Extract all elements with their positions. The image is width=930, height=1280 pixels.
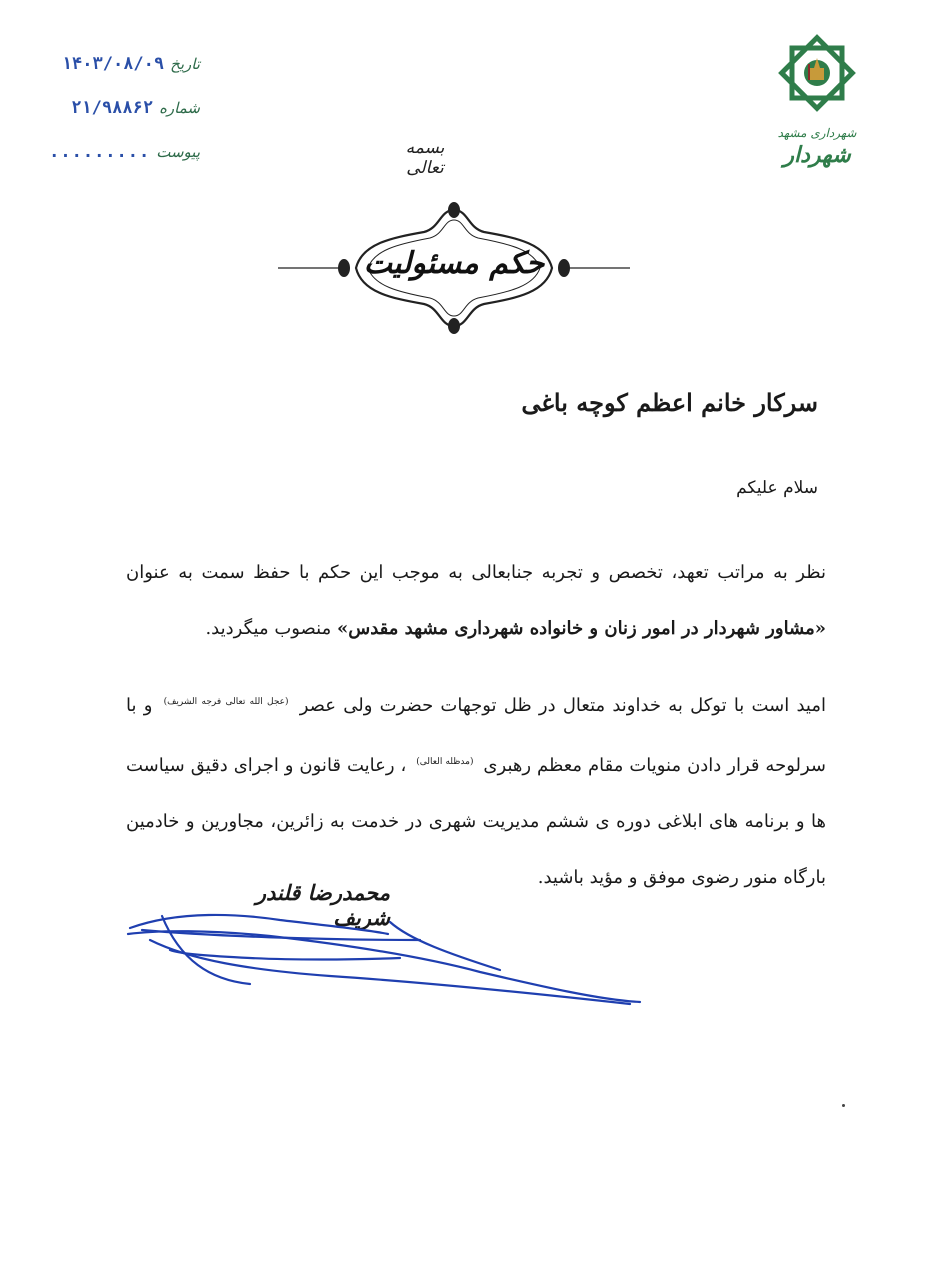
- logo-caption: [762, 126, 872, 168]
- document-title: حکم مسئولیت: [363, 246, 545, 281]
- logo-subtitle: شهرداری مشهد: [777, 126, 857, 140]
- paragraph-2-text-c: ، رعایت قانون و اجرای دقیق سیاست ها و برنامه های ابلاغی دوره ی ششم مدیریت شهری در خدمت به زائرین، مجاورین و خادمین بارگاه منور رضوی موفق و مؤید باشید.: [126, 755, 826, 888]
- paragraph-1-text-b: منصوب میگردید.: [205, 618, 332, 639]
- number-label: شماره: [159, 99, 200, 117]
- number-value: ۲۱/۹۸۸۶۲: [71, 98, 154, 118]
- letter-meta: [30, 42, 200, 174]
- attachment-row: [30, 130, 200, 174]
- attachment-label: پیوست: [156, 143, 200, 161]
- municipality-logo: [762, 30, 872, 200]
- title-cartouche: [278, 198, 630, 338]
- logo-title: شهردار: [783, 142, 851, 168]
- date-value: ۱۴۰۳/۰۸/۰۹: [61, 54, 165, 74]
- stray-mark: [842, 1104, 845, 1107]
- body-paragraph-1: [126, 545, 826, 657]
- paragraph-1-text-a: نظر به مراتب تعهد، تخصص و تجربه جنابعالی به موجب این حکم با حفظ سمت به عنوان: [126, 562, 826, 583]
- honorific-1: (عجل الله تعالی فرجه الشریف): [163, 697, 289, 707]
- logo-emblem-icon: [762, 30, 872, 126]
- handwritten-signature-icon: [120, 900, 660, 1020]
- recipient: سرکار خانم اعظم کوچه باغی: [521, 388, 818, 417]
- signatory-name: محمدرضا قلندر شریف: [255, 880, 390, 930]
- appointment-position: «مشاور شهردار در امور زنان و خانواده شهرداری مشهد مقدس»: [336, 618, 826, 639]
- body-paragraph-2: [126, 674, 826, 906]
- greeting: سلام علیکم: [736, 478, 818, 498]
- paragraph-2-text-b: و با سرلوحه قرار دادن منویات مقام معظم رهبری: [126, 695, 827, 776]
- invocation: بسمه تعالی: [405, 138, 445, 178]
- attachment-value: .........: [49, 142, 151, 162]
- honorific-2: (مدظله العالی): [416, 757, 474, 767]
- date-label: تاریخ: [170, 55, 200, 73]
- number-row: [30, 86, 200, 130]
- date-row: [30, 42, 200, 86]
- paragraph-2-text-a: امید است با توکل به خداوند متعال در ظل توجهات حضرت ولی عصر: [299, 695, 826, 716]
